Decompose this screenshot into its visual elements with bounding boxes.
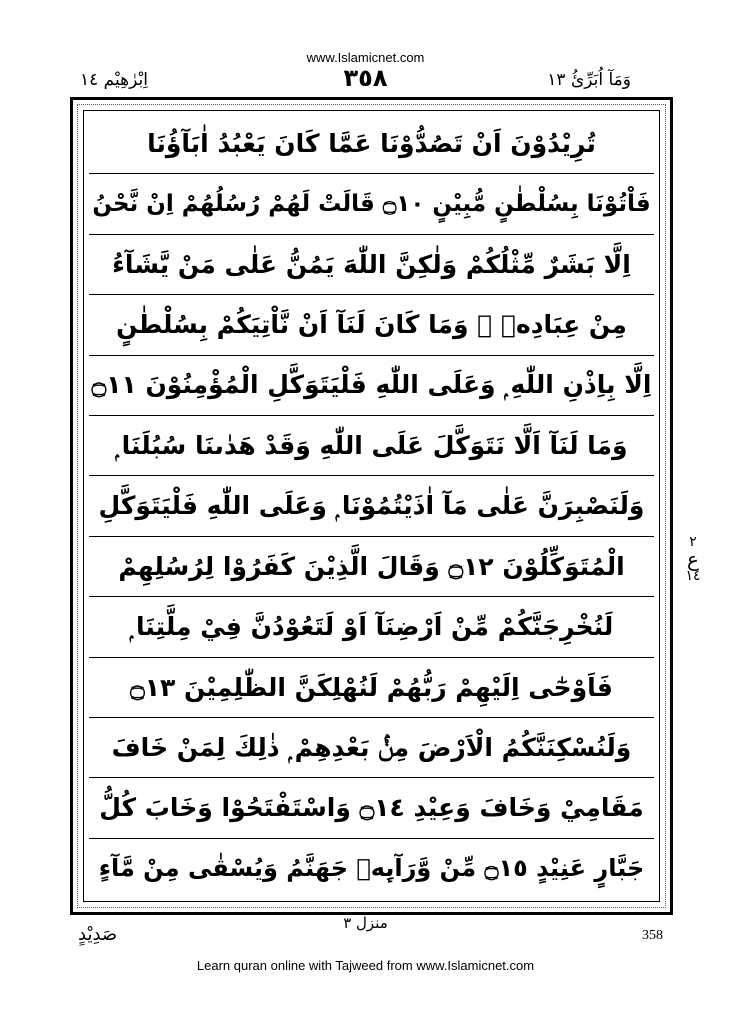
verse-line: لَنُخْرِجَنَّكُمْ مِّنْ اَرْضِنَآ اَوْ لَتَعُوْدُنَّ فِيْ مِلَّتِنَا ۭ	[89, 597, 654, 657]
verse-line: فَاَوْحٰٓى اِلَيْهِمْ رَبُّهُمْ لَنُهْلِكَنَّ الظّٰلِمِيْنَ ۝١٣	[89, 658, 654, 718]
verse-line: فَاْتُوْنَا بِسُلْطٰنٍ مُّبِيْنٍ ۝١٠ قَالَتْ لَهُمْ رُسُلُهُمْ اِنْ نَّحْنُ	[89, 174, 654, 234]
verse-line: وَلَنَصْبِرَنَّ عَلٰى مَآ اٰذَيْتُمُوْنَا ۭ وَعَلَى اللّٰهِ فَلْيَتَوَكَّلِ	[89, 476, 654, 536]
page-number: 358	[642, 928, 663, 943]
ruku-mark-symbol: ع	[687, 547, 699, 571]
verse-line: اِلَّا بَشَرٌ مِّثْلُكُمْ وَلٰكِنَّ اللّٰهَ يَمُنُّ عَلٰى مَنْ يَّشَآءُ	[89, 235, 654, 295]
ruku-margin-mark	[678, 534, 708, 585]
verse-line: وَلَنُسْكِنَنَّكُمُ الْاَرْضَ مِنْۢ بَعْدِهِمْ ۭ ذٰلِكَ لِمَنْ خَافَ	[89, 718, 654, 778]
page-number-arabic: ٣٥٨	[343, 64, 388, 92]
bottom-website-note: Learn quran online with Tajweed from www.Islamicnet.com	[196, 958, 535, 973]
ruku-mark-bottom: ١٤	[685, 568, 701, 584]
verse-line: مَقَامِيْ وَخَافَ وَعِيْدِ ۝١٤ وَاسْتَفْتَحُوْا وَخَابَ كُلُّ	[89, 778, 654, 838]
juz-name: وَمَآ اُبَرِّئُ ١٣	[547, 70, 631, 90]
verse-lines	[89, 114, 654, 898]
verse-line: مِنْ عِبَادِهٖ ۭ وَمَا كَانَ لَنَآ اَنْ نَّاْتِيَكُمْ بِسُلْطٰنٍ	[89, 295, 654, 355]
verse-line: تُرِيْدُوْنَ اَنْ تَصُدُّوْنَا عَمَّا كَانَ يَعْبُدُ اٰبَآؤُنَا	[89, 114, 654, 174]
manzil-label: منزل ٣	[343, 914, 388, 932]
verse-line: الْمُتَوَكِّلُوْنَ ۝١٢ وَقَالَ الَّذِيْنَ كَفَرُوْا لِرُسُلِهِمْ	[89, 537, 654, 597]
top-website-url: www.Islamicnet.com	[306, 50, 425, 65]
catchword: صَدِيْدٍ	[78, 924, 118, 945]
verse-line: وَمَا لَنَآ اَلَّا نَتَوَكَّلَ عَلَى اللّٰهِ وَقَدْ هَدٰىنَا سُبُلَنَا ۭ	[89, 416, 654, 476]
ruku-mark-top: ٢	[689, 534, 697, 550]
verse-line: جَبَّارٍ عَنِيْدٍ ۝١٥ مِّنْ وَّرَآىِٕهٖ جَهَنَّمُ وَيُسْقٰى مِنْ مَّآءٍ	[98, 854, 645, 883]
verse-line: اِلَّا بِاِذْنِ اللّٰهِ ۭ وَعَلَى اللّٰهِ فَلْيَتَوَكَّلِ الْمُؤْمِنُوْنَ ۝١١	[89, 356, 654, 416]
page-frame	[70, 97, 673, 915]
surah-name: اِبْرٰهِيْم ١٤	[80, 70, 148, 90]
